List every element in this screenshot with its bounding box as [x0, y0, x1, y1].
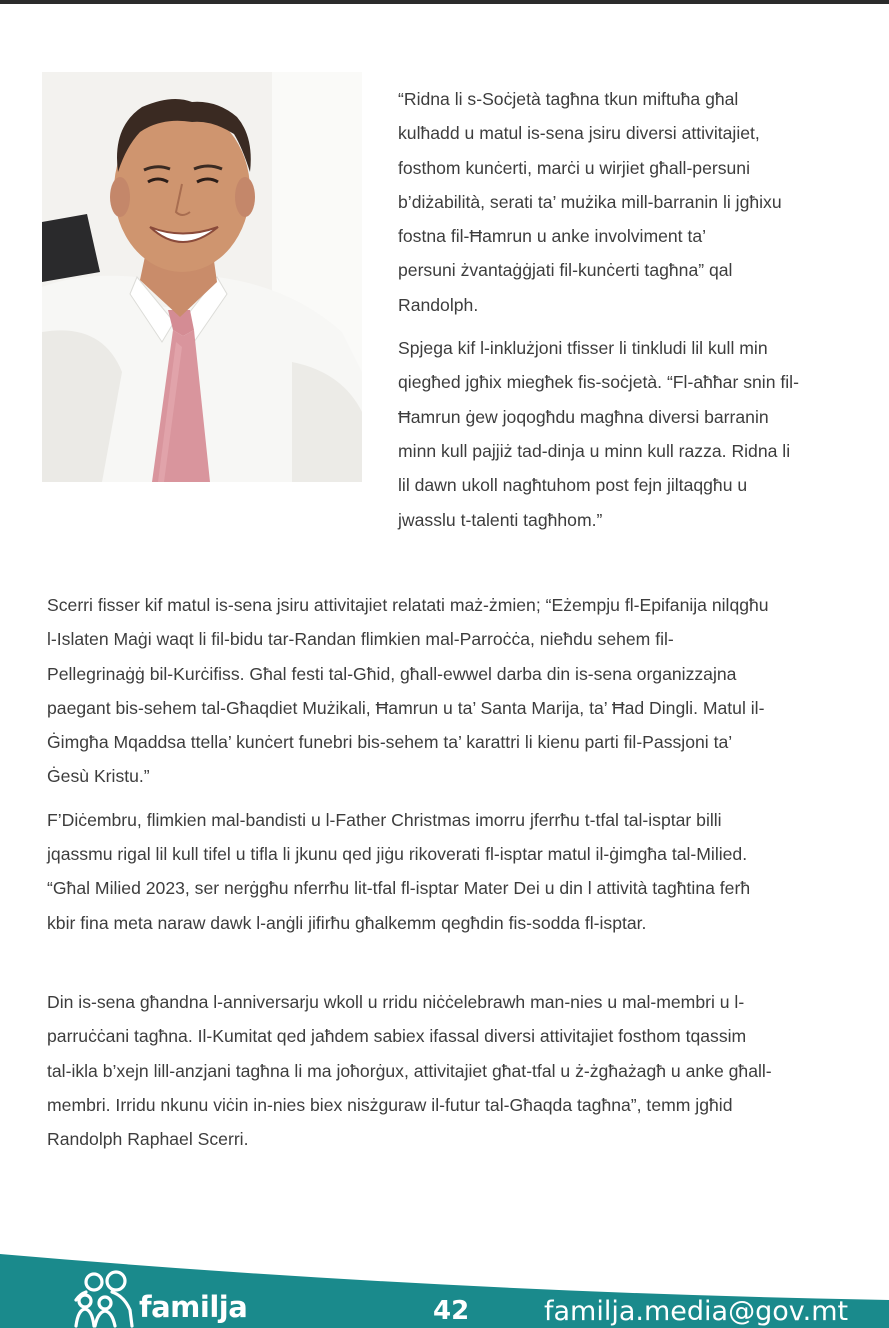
portrait-photo: [42, 72, 362, 482]
text-line: Ġimgħa Mqaddsa ttella’ kunċert funebri bis-sehem ta’ karattri li kienu parti fil-Passjoni ta’: [47, 732, 733, 753]
quote-column: [398, 82, 848, 546]
text-line: Scerri fisser kif matul is-sena jsiru attivitajiet relatati maż-żmien; “Eżempju fl-Epifanija nilqgħu: [47, 595, 769, 615]
contact-email-link[interactable]: familja.media@gov.mt: [544, 1296, 849, 1327]
page-number: 42: [433, 1296, 470, 1326]
text-line: Spjega kif l-inklużjoni tfisser li tinkludi lil kull min: [398, 338, 768, 359]
text-line: F’Diċembru, flimkien mal-bandisti u l-Father Christmas imorru jferrħu t-tfal tal-isptar billi: [47, 809, 722, 830]
text-line: b’diżabilità, serati ta’ mużika mill-barranin li jgħixu: [398, 191, 782, 212]
portrait-illustration: [42, 72, 362, 482]
quote-paragraph-2: [398, 331, 848, 537]
text-line: parruċċani tagħna. Il-Kumitat qed jaħdem sabiex ifassal diversi attivitajiet fosthom tqassim: [47, 1026, 747, 1047]
text-line: “Għal Milied 2023, ser nerġgħu nferrħu lit-tfal fl-isptar Mater Dei u din l attività tagħtina ferħ: [47, 878, 751, 899]
text-line: fosthom kunċerti, marċi u wirjiet għall-persuni: [398, 157, 751, 178]
text-line: Pellegrinaġġ bil-Kurċifiss. Għal festi tal-Għid, għall-ewwel darba din is-sena organizzajna: [47, 663, 737, 684]
text-line: tal-ikla b’xejn lill-anzjani tagħna li ma joħorġux, attivitajiet għat-tfal u ż-żgħażagħ u anke għall-: [47, 1060, 772, 1081]
top-rule: [0, 0, 889, 4]
text-line: Ġesù Kristu.”: [47, 766, 150, 787]
text-line: fostna fil-Ħamrun u anke involviment ta’: [398, 226, 707, 247]
body-paragraph-1: [47, 588, 847, 794]
brand-name: familja: [139, 1290, 248, 1324]
text-line: jqassmu rigal lil kull tifel u tifla li jkunu qed jiġu rikoverati fl-isptar matul il-ġimgħa tal-Milied.: [47, 844, 748, 865]
text-line: lil dawn ukoll nagħtuhom post fejn jiltaqgħu u: [398, 475, 748, 496]
text-line: Randolph Raphael Scerri.: [47, 1129, 249, 1150]
quote-paragraph-1: [398, 82, 848, 322]
text-line: Randolph.: [398, 294, 479, 315]
text-line: jwasslu t-talenti tagħhom.”: [398, 509, 603, 530]
article-body: [47, 588, 847, 1165]
text-line: “Ridna li s-Soċjetà tagħna tkun miftuħa għal: [398, 89, 739, 109]
text-line: minn kull pajjiż tad-dinja u minn kull razza. Ridna li: [398, 440, 791, 461]
text-line: membri. Irridu nkunu viċin in-nies biex nisżguraw il-futur tal-Għaqda tagħna”, temm jgħid: [47, 1094, 733, 1115]
text-line: paegant bis-sehem tal-Għaqdiet Mużikali, Ħamrun u ta’ Santa Marija, ta’ Ħad Dingli. Matul il-: [47, 697, 765, 718]
text-line: kbir fina meta naraw dawk l-anġli jifirħu għalkemm qegħdin fis-sodda fl-isptar.: [47, 912, 647, 933]
body-paragraph-3: [47, 985, 847, 1156]
text-line: l-Islaten Maġi waqt li fil-bidu tar-Randan flimkien mal-Parroċċa, nieħdu sehem fil-: [47, 629, 674, 650]
text-line: kulħadd u matul is-sena jsiru diversi attivitajiet,: [398, 123, 760, 144]
text-line: qiegħed jgħix miegħek fis-soċjetà. “Fl-aħħar snin fil-: [398, 372, 799, 393]
text-line: Din is-sena għandna l-anniversarju wkoll u rridu niċċelebrawh man-nies u mal-membri u l-: [47, 991, 745, 1012]
text-line: Ħamrun ġew joqogħdu magħna diversi barranin: [398, 406, 769, 427]
text-line: persuni żvantaġġjati fil-kunċerti tagħna” qal: [398, 260, 733, 281]
body-paragraph-2: [47, 803, 847, 940]
family-people-icon: [72, 1270, 138, 1328]
